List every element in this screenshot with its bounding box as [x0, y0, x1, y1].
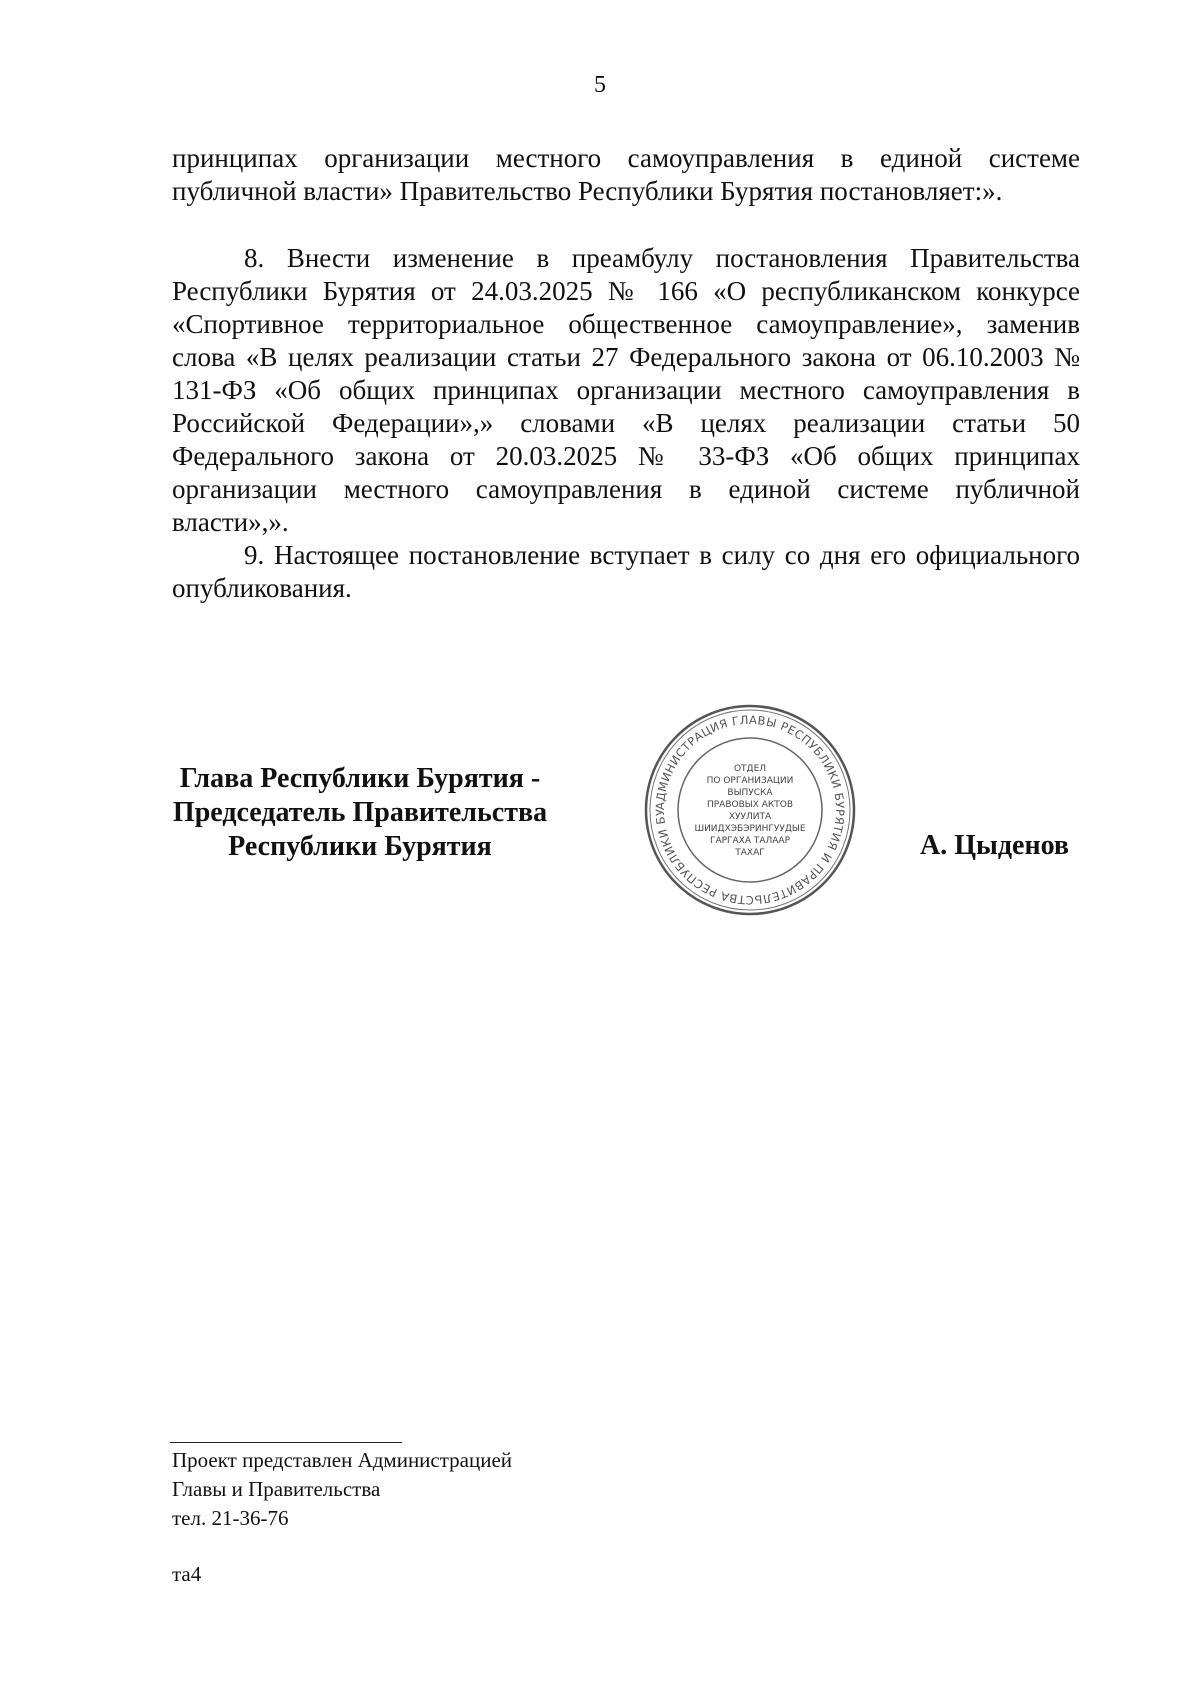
- seal-center-line: ГАРГАХА ТАЛААР: [709, 836, 791, 846]
- document-code: та4: [172, 1562, 202, 1586]
- seal-center-line: ХУУЛИТА: [728, 812, 772, 822]
- footer-note: [172, 1446, 512, 1533]
- paragraph-item-8: 8. Внести изменение в преамбулу постановления Правительства Республики Бурятия от 24.03.2025 № 166 «О республиканском конкурсе «Спортивное территориальное общественное самоуправление», заменив слова «В целях реализации статьи 27 Федерального закона от 06.10.2003 № 131-ФЗ «Об общих принципах организации местного самоуправления в Российской Федерации»,» словами «В целях реализации статьи 50 Федерального закона от 20.03.2025 № 33-ФЗ «Об общих принципах организации местного самоуправления в единой системе публичной власти»,».: [172, 243, 1080, 537]
- seal-center-line: ВЫПУСКА: [727, 788, 773, 798]
- seal-center-line: ТАХАГ: [735, 848, 765, 858]
- seal-center-line: ОТДЕЛ: [733, 764, 767, 774]
- seal-ring-text: АДМИНИСТРАЦИЯ ГЛАВЫ РЕСПУБЛИКИ БУРЯТИЯ И ПРАВИТЕЛЬСТВА РЕСПУБЛИКИ БУ: [652, 712, 848, 908]
- signature-title: [140, 762, 580, 864]
- seal-graphic: [640, 700, 860, 920]
- footer-line-2: Главы и Правительства: [172, 1477, 381, 1501]
- signer-name: А. Цыденов: [920, 830, 1070, 861]
- paragraph-item-9: 9. Настоящее постановление вступает в силу со дня его официального опубликования.: [172, 540, 1080, 603]
- footer-divider: [170, 1442, 402, 1443]
- seal-center-line: ПО ОРГАНИЗАЦИИ: [706, 776, 794, 786]
- footer-line-1: Проект представлен Администрацией: [172, 1448, 513, 1472]
- signature-title-line-2: Председатель Правительства: [172, 797, 548, 828]
- seal-center-line: ШИИДХЭБЭРИНГУУДЫЕ: [694, 824, 806, 834]
- signature-title-line-1: Глава Республики Бурятия -: [179, 763, 541, 794]
- signature-title-line-3: Республики Бурятия: [228, 831, 492, 862]
- official-seal: [640, 700, 860, 920]
- seal-center-line: ПРАВОВЫХ АКТОВ: [706, 800, 794, 810]
- footer-phone: тел. 21-36-76: [172, 1506, 289, 1530]
- page-number: 5: [594, 72, 606, 98]
- paragraph-preamble-end: принципах организации местного самоуправления в единой системе публичной власти» Правительство Республики Бурятия постановляет:».: [172, 143, 1080, 206]
